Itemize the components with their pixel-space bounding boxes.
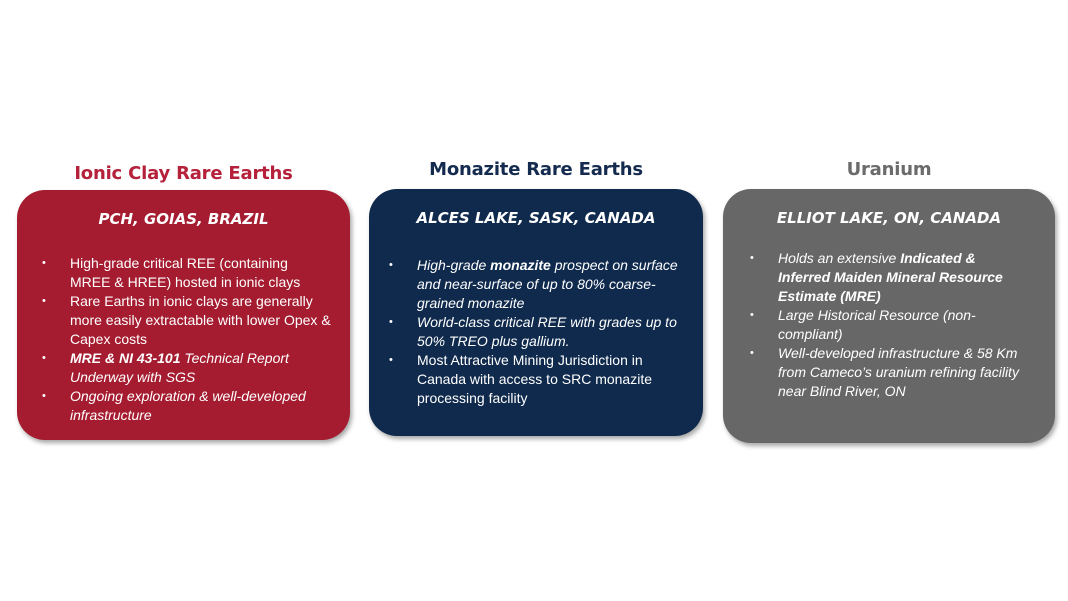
bullet-text: Holds an extensive: [778, 250, 901, 266]
bullet-text: Ongoing exploration & well-developed infrastructure: [70, 388, 306, 423]
bullet-icon: •: [389, 316, 393, 328]
bullet-text: monazite: [490, 257, 551, 273]
bullet-icon: •: [42, 257, 46, 269]
bullet-point: [389, 313, 679, 351]
card-title: ALCES LAKE, SASK, CANADA: [416, 209, 656, 227]
bullet-point: [42, 292, 332, 349]
column-uranium: [723, 156, 1055, 448]
bullet-icon: •: [750, 252, 754, 264]
bullet-text: High-grade: [417, 257, 491, 273]
column-monazite: [369, 156, 703, 441]
section-heading: Uranium: [846, 159, 932, 180]
bullet-list: [389, 256, 679, 408]
bullet-point: [389, 351, 679, 408]
bullet-text: prospect: [550, 257, 609, 273]
bullet-point: [42, 387, 332, 425]
bullet-list: [42, 254, 332, 425]
section-heading: Monazite Rare Earths: [429, 159, 643, 180]
bullet-point: [42, 349, 332, 387]
bullet-text: MRE & NI 43-101: [70, 350, 181, 366]
bullet-text: Well-developed infrastructure & 58 Km from Cameco’s uranium refining facility near Blind River, ON: [778, 345, 1019, 399]
bullet-text: High-grade critical REE (containing MREE & HREE) hosted in ionic clays: [70, 255, 301, 290]
bullet-text: Rare Earths in ionic clays are generally more easily extractable with lower Opex & Capex costs: [70, 293, 331, 347]
bullet-text: Indicated & Inferred Maiden Mineral Resource Estimate (MRE): [778, 250, 1003, 304]
info-card: [17, 190, 350, 440]
bullet-icon: •: [750, 347, 754, 359]
column-ionic-clay: [17, 160, 350, 445]
bullet-point: [750, 249, 1020, 306]
card-title: PCH, GOIAS, BRAZIL: [98, 210, 269, 228]
bullet-icon: •: [42, 295, 46, 307]
bullet-text: World-class critical REE with grades up to 50% TREO plus gallium.: [417, 314, 677, 349]
bullet-icon: •: [42, 352, 46, 364]
section-heading: Ionic Clay Rare Earths: [74, 163, 293, 184]
bullet-icon: •: [42, 390, 46, 402]
bullet-point: [389, 256, 679, 313]
bullet-point: [750, 344, 1020, 401]
bullet-point: [42, 254, 332, 292]
card-title: ELLIOT LAKE, ON, CANADA: [776, 209, 1002, 227]
info-card: [369, 189, 703, 436]
bullet-icon: •: [750, 309, 754, 321]
bullet-text: Large Historical Resource (non-compliant): [778, 307, 976, 342]
info-card: [723, 189, 1055, 443]
bullet-list: [750, 249, 1020, 401]
bullet-icon: •: [389, 259, 393, 271]
bullet-text: Most Attractive Mining Jurisdiction in Canada with access to SRC monazite processing facility: [417, 352, 652, 406]
bullet-text: on surface and near-surface of up to 80% coarse-grained monazite: [417, 257, 678, 311]
bullet-icon: •: [389, 354, 393, 366]
bullet-text: Technical Report Underway with SGS: [70, 350, 289, 385]
bullet-point: [750, 306, 1020, 344]
